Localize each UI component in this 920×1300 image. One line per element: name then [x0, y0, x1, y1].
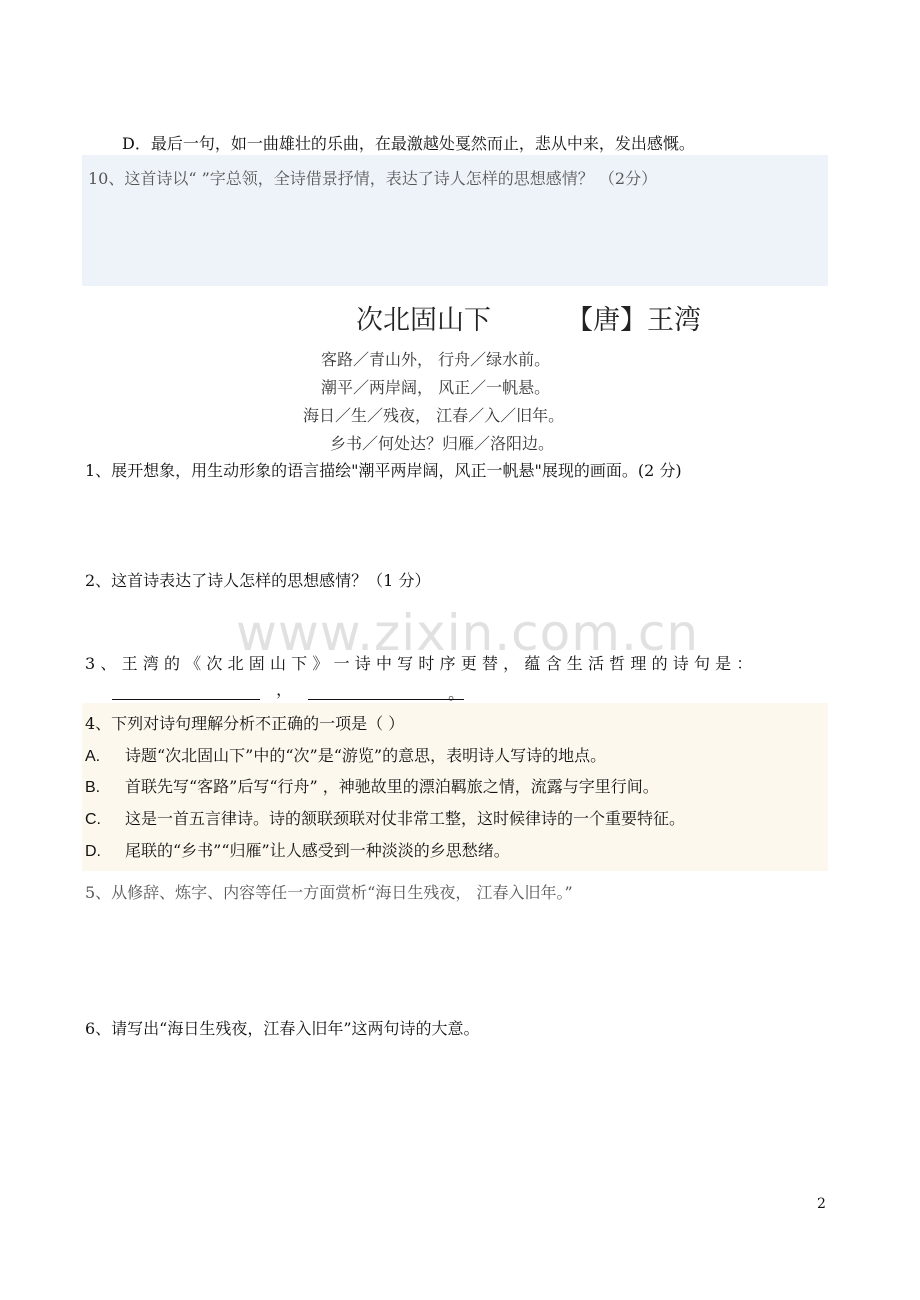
question-3: 3、王湾的《次北固山下》一诗中写时序更替，蕴含生活哲理的诗句是： — [85, 654, 758, 673]
poem-author: 【唐】王湾 — [566, 305, 701, 336]
question-2: 2、这首诗表达了诗人怎样的思想感情？（1 分） — [85, 571, 431, 590]
q4-option-b — [85, 774, 659, 797]
option-text: 尾联的“乡书”“归雁”让人感受到一种淡淡的乡思愁绪。 — [125, 841, 510, 860]
watermark: www.zixin.com.cn — [236, 604, 700, 662]
question-1: 1、展开想象，用生动形象的语言描绘"潮平两岸阔，风正一帆悬"展现的画面。(2 分) — [85, 461, 682, 480]
blank-separator: ， — [276, 680, 293, 699]
option-letter: C. — [85, 811, 101, 828]
q4-option-a — [85, 743, 606, 766]
poem-title: 次北固山下 — [356, 305, 491, 336]
question-6: 6、请写出“海日生残夜，江春入旧年”这两句诗的大意。 — [85, 1019, 480, 1038]
question-10: 10、这首诗以“ ”字总领，全诗借景抒情，表达了诗人怎样的思想感情？ （2分） — [88, 169, 658, 188]
option-letter: B. — [85, 779, 101, 796]
poem-line-3: 海日／生／残夜， 江春／入／旧年。 — [303, 406, 565, 425]
blank-2[interactable] — [308, 681, 465, 703]
option-letter: D. — [85, 843, 101, 860]
poem-line-1: 客路／青山外， 行舟／绿水前。 — [321, 350, 551, 369]
blank-1[interactable] — [112, 681, 260, 700]
blank-end-mark: 。 — [448, 684, 465, 703]
question-3-answer-line — [112, 677, 465, 703]
poem-line-4: 乡书／何处达？归雁／洛阳边。 — [330, 434, 555, 453]
poem-line-2: 潮平／两岸阔， 风正／一帆悬。 — [321, 378, 551, 397]
option-text: 这是一首五言律诗。诗的颔联颈联对仗非常工整，这时候律诗的一个重要特征。 — [125, 809, 686, 828]
question-4-stem: 4、下列对诗句理解分析不正确的一项是（ ） — [85, 714, 405, 733]
option-text: 首联先写“客路”后写“行舟” ，神驰故里的漂泊羁旅之情，流露与字里行间。 — [125, 777, 659, 796]
question-5: 5、从修辞、炼字、内容等任一方面赏析“海日生残夜， 江春入旧年。” — [85, 883, 573, 902]
q4-option-d — [85, 838, 510, 861]
page-number: 2 — [817, 1196, 826, 1212]
option-text: 诗题“次北固山下”中的“次”是“游览”的意思，表明诗人写诗的地点。 — [125, 746, 607, 765]
prev-option-d: D．最后一句，如一曲雄壮的乐曲，在最激越处戛然而止，悲从中来，发出感慨。 — [122, 134, 695, 153]
q4-option-c — [85, 806, 685, 829]
option-letter: A. — [85, 748, 101, 765]
